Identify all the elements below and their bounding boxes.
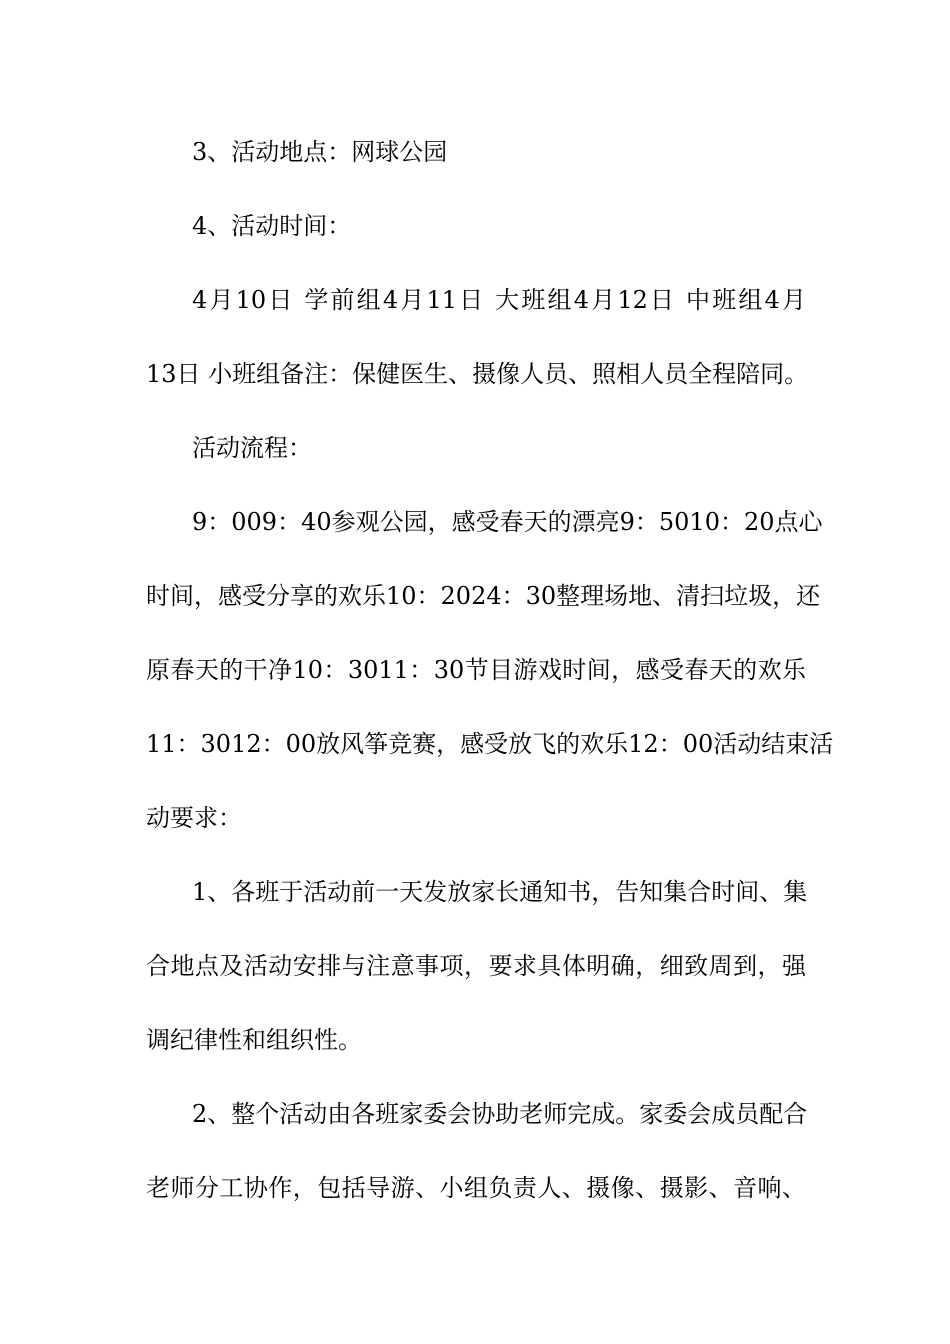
text-line: 9：009：40参观公园，感受春天的漂亮9：5010：20点心 (192, 508, 823, 536)
text-line: 1、各班于活动前一天发放家长通知书，告知集合时间、集 (192, 878, 808, 906)
text-line: 活动流程： (192, 434, 312, 462)
text-line: 动要求： (146, 804, 242, 832)
text-line: 原春天的干净10：3011：30节目游戏时间，感受春天的欢乐 (146, 656, 806, 684)
text-line: 时间，感受分享的欢乐10：2024：30整理场地、清扫垃圾，还 (146, 582, 821, 610)
text-line: 11：3012：00放风筝竞赛，感受放飞的欢乐12：00活动结束活 (146, 730, 834, 758)
text-line: 老师分工协作，包括导游、小组负责人、摄像、摄影、音响、 (146, 1174, 806, 1202)
text-line: 13日 小班组备注：保健医生、摄像人员、照相人员全程陪同。 (146, 360, 809, 388)
text-line: 3、活动地点：网球公园 (192, 138, 448, 166)
text-line: 4月10日 学前组4月11日 大班组4月12日 中班组4月 (192, 286, 806, 314)
text-line: 2、整个活动由各班家委会协助老师完成。家委会成员配合 (192, 1100, 808, 1128)
text-line: 调纪律性和组织性。 (146, 1026, 362, 1054)
text-line: 合地点及活动安排与注意事项，要求具体明确，细致周到，强 (146, 952, 806, 980)
text-line: 4、活动时间： (192, 212, 352, 240)
